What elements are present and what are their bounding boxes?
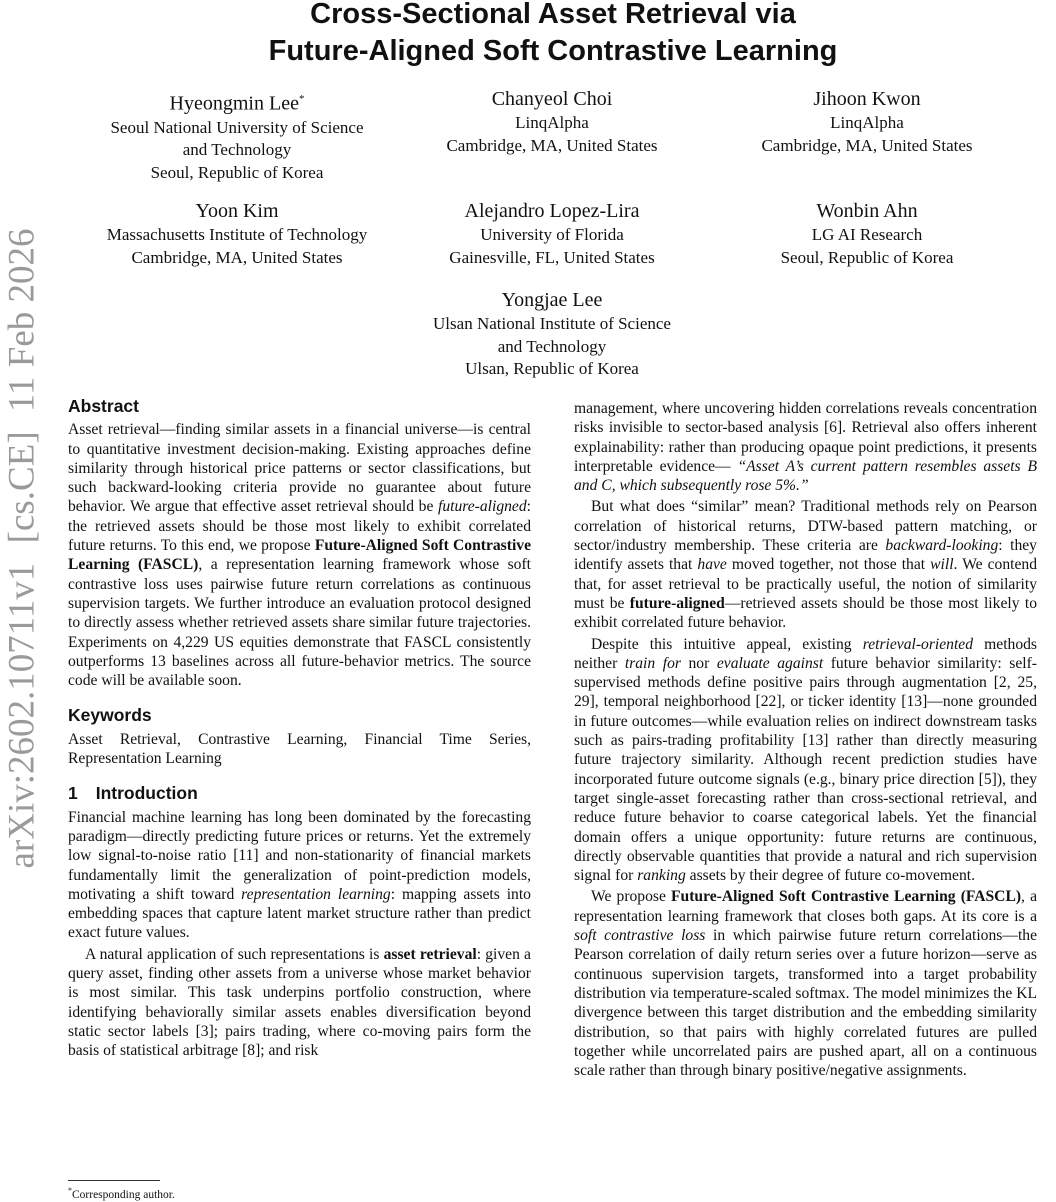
body-paragraph: But what does “similar” mean? Traditional methods rely on Pearson correlation of historical returns, DTW-based pattern matching, or sector/industry membership. These criteria are backward-looking: they identify assets that have moved together, not those that will. We contend that, for asset retrieval to be practically useful, the notion of similarity must be future-aligned—retrieved assets should be those most likely to exhibit correlated future behavior. — [574, 498, 1038, 632]
author-location: Seoul, Republic of Korea — [780, 247, 954, 267]
author-location: Gainesville, FL, United States — [449, 247, 655, 267]
keywords-text: Asset Retrieval, Contrastive Learning, Financial Time Series, Representation Learning — [68, 730, 531, 768]
author-block — [72, 86, 402, 185]
abstract-text: Asset retrieval—finding similar assets in a financial universe—is central to quantitative investment decision-making. Existing approaches define similarity through historical price patterns or sector classifications, but such backward-looking criteria provide no guarantee about future behavior. We argue that effective asset retrieval should be future-aligned: the retrieved assets should be those most likely to exhibit correlated future returns. To this end, we propose Future-Aligned Soft Contrastive Learning (FASCL), a representation learning framework whose soft contrastive loss uses pairwise future return correlations as continuous supervision targets. We further introduce an evaluation protocol designed to directly assess whether retrieved assets share similar future trajectories. Experiments on 4,229 US equities demonstrate that FASCL consistently outperforms 13 baselines across all future-behavior metrics. The source code will be available soon. — [68, 421, 531, 690]
arxiv-id: arXiv:2602.10711v1 — [1, 562, 43, 869]
arxiv-sidebar-stamp — [1, 228, 44, 874]
author-block — [387, 287, 717, 381]
arxiv-category: [cs.CE] — [1, 431, 43, 544]
author-name: Alejandro Lopez-Lira — [464, 200, 640, 222]
left-column — [68, 397, 531, 1063]
body-paragraph: management, where uncovering hidden correlations reveals concentration risks invisible to sector-based analysis [6]. Retrieval also offers inherent explainability: rather than producing opaque point predictions, it presents interpretable evidence— “Asset A’s current pattern resembles assets B and C, which subsequently rose 5%.” — [574, 400, 1037, 495]
paper-title — [0, 0, 1056, 70]
right-column — [574, 399, 1037, 1082]
corresponding-mark: * — [298, 93, 305, 105]
author-name: Chanyeol Choi — [491, 88, 613, 110]
author-affiliation: LinqAlpha — [830, 113, 904, 132]
body-paragraph: We propose Future-Aligned Soft Contrastive Learning (FASCL), a representation learning framework that closes both gaps. At its core is a soft contrastive loss in which pairwise future return correlations—the Pearson correlation of daily return series over a future horizon—serve as continuous supervision targets, transformed into a target probability distribution via temperature-scaled softmax. The model minimizes the KL divergence between this target distribution and the embedding similarity distribution, so that pairs with highly correlated futures are pulled together while uncorrelated pairs are pushed apart, all on a continuous scale rather than through binary positive/negative assignments. — [574, 888, 1037, 1080]
author-location: Cambridge, MA, United States — [446, 135, 658, 155]
author-block — [702, 198, 1032, 269]
footnote-text: Corresponding author. — [72, 1188, 175, 1201]
title-line-2: Future-Aligned Soft Contrastive Learning — [268, 35, 838, 67]
footnote-rule — [68, 1180, 160, 1181]
author-location: Seoul, Republic of Korea — [150, 163, 324, 183]
introduction-heading: 1 Introduction — [68, 783, 198, 804]
author-name: Yongjae Lee — [501, 289, 603, 311]
title-line-1: Cross-Sectional Asset Retrieval via — [310, 0, 796, 30]
author-block — [72, 198, 402, 269]
author-location: Ulsan, Republic of Korea — [465, 359, 639, 379]
intro-paragraph: A natural application of such representations is asset retrieval: given a query asset, finding other assets from a universe whose market behavior is most similar. This task underpins portfolio construction, where identifying behaviorally similar assets enables diversification beyond static sector labels [3]; pairs trading, where co-moving pairs form the basis of statistical arbitrage [8]; and risk — [68, 945, 531, 1060]
body-paragraph: Despite this intuitive appeal, existing retrieval-oriented methods neither train for nor evaluate against future behavior similarity: self-supervised methods define positive pairs through augmentation [2, 25, 29], temporal neighborhood [22], or ticker identity [13]—none grounded in future outcomes—while evaluation relies on indirect downstream tasks such as pairs-trading profitability [13] rather than directly measuring future trajectory similarity. Although recent prediction studies have incorporated future outcome signals (e.g., binary price direction [5]), they target single-asset forecasting rather than cross-sectional retrieval, and reduce future behavior to coarse categorical labels. Yet the financial domain offers a unique opportunity: future returns are continuous, directly observable quantities that provide a natural and rich supervision signal for ranking assets by their degree of future co-movement. — [574, 635, 1037, 885]
author-affiliation: Seoul National University of Science — [110, 117, 364, 137]
author-block — [387, 198, 717, 269]
author-block — [702, 86, 1032, 157]
author-affiliation: LinqAlpha — [515, 113, 589, 132]
author-affiliation: and Technology — [497, 336, 607, 356]
author-affiliation: Ulsan National Institute of Science — [433, 314, 671, 333]
footnote — [68, 1184, 175, 1202]
author-name: Hyeongmin Lee — [169, 92, 299, 115]
author-name: Jihoon Kwon — [813, 88, 921, 110]
footnote-mark: * — [68, 1186, 72, 1195]
author-location: Cambridge, MA, United States — [131, 247, 343, 267]
abstract-heading: Abstract — [68, 396, 139, 416]
author-affiliation: University of Florida — [480, 225, 624, 244]
author-name: Wonbin Ahn — [816, 200, 918, 222]
author-location: Cambridge, MA, United States — [761, 135, 973, 155]
keywords-heading: Keywords — [68, 705, 152, 726]
author-affiliation: LG AI Research — [811, 225, 923, 244]
arxiv-date: 11 Feb 2026 — [1, 228, 43, 413]
author-affiliation: Massachusetts Institute of Technology — [106, 225, 368, 244]
intro-paragraph: Financial machine learning has long been dominated by the forecasting paradigm—directly predicting future prices or returns. Yet the extremely low signal-to-noise ratio [11] and non-stationarity of financial markets fundamentally limit the generalization of point-prediction models, motivating a shift toward representation learning: mapping assets into embedding spaces that capture latent market structure rather than predict exact future values. — [68, 808, 531, 942]
author-block — [387, 86, 717, 157]
author-name: Yoon Kim — [195, 200, 279, 222]
author-affiliation: and Technology — [182, 140, 292, 160]
